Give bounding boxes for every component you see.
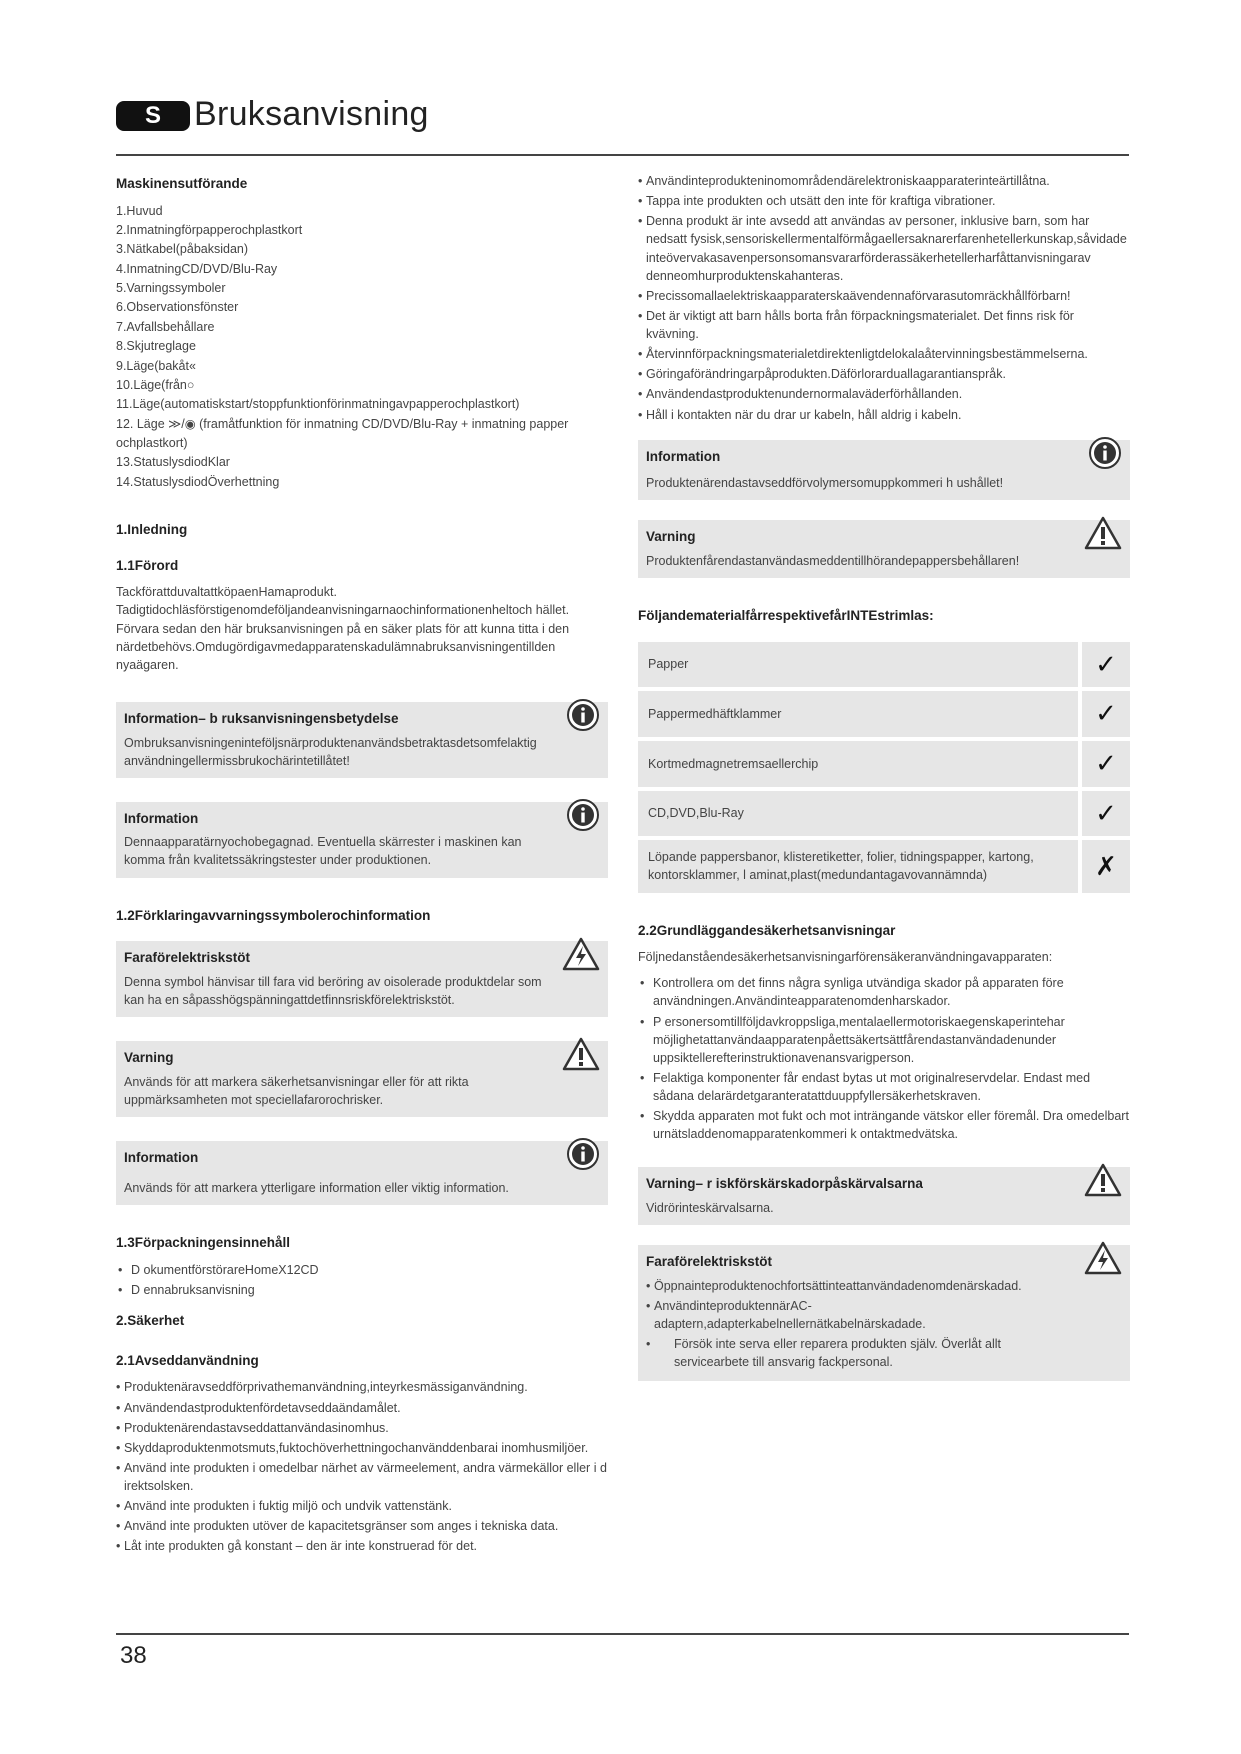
basic-safety-list bbox=[638, 974, 1130, 1143]
list-item: • Använd inte produkten utöver de kapacitetsgränser som anges i tekniska data. bbox=[116, 1517, 608, 1535]
table-row bbox=[638, 741, 1130, 787]
table-row bbox=[638, 691, 1130, 737]
electric-shock-icon bbox=[1084, 1241, 1122, 1275]
list-item: • Använd inte produkten i fuktig miljö och undvik vattenstänk. bbox=[116, 1497, 608, 1515]
paragraph: Tadigtidochläsförstigenomdeföljandeanvisningarnaochinformationenheltoch hället. Förvara sedan den här bruksanvisningen på en säker plats för att kunna titta i den närdetbehövs.Omdugördigavmedapparatenskadulämnabruksanvisningentillden nyaägaren. bbox=[116, 603, 570, 672]
warning-box bbox=[638, 1245, 1130, 1381]
list-item-text: 10.Läge(från bbox=[116, 377, 187, 392]
safety-bullets bbox=[638, 172, 1130, 424]
footer-divider bbox=[116, 1633, 1129, 1635]
section-heading: 1.1Förord bbox=[116, 557, 179, 573]
allowed-check-icon: ✓ bbox=[1078, 791, 1130, 837]
warning-icon bbox=[562, 1037, 600, 1071]
material-label: Löpande pappersbanor, klisteretiketter, folier, tidningspapper, kartong, kontorsklammer, l aminat,plast(medundantagavovannämnda) bbox=[638, 840, 1078, 892]
list-item: • Felaktiga komponenter får endast bytas ut mot originalreservdelar. Endast med sådana delarärdetgaranteratattduuppfyllersäkerhetskraven. bbox=[638, 1069, 1130, 1105]
list-item: • Produktenäravseddförprivathemanvändning,inteyrkesmässiganvändning. bbox=[116, 1378, 608, 1396]
info-box bbox=[116, 1141, 608, 1206]
list-item: 3.Nätkabel(påbaksidan) bbox=[116, 242, 249, 257]
list-item: • Användendastproduktenfördetavseddaändamålet. bbox=[116, 1399, 608, 1417]
list-item-text: 9.Läge(bakåt bbox=[116, 358, 189, 373]
list-item: • Produktenärendastavseddattanvändasinomhus. bbox=[116, 1419, 608, 1437]
section-heading: 1.Inledning bbox=[116, 522, 188, 538]
box-title: Information bbox=[646, 448, 721, 464]
warning-box bbox=[638, 520, 1130, 578]
allowed-check-icon: ✓ bbox=[1078, 691, 1130, 737]
materials-heading: FöljandematerialfårrespektivefårINTEstrimlas: bbox=[638, 608, 934, 623]
list-item: • Göringaförändringarpåprodukten.Däförlorarduallagarantianspråk. bbox=[638, 365, 1130, 383]
list-item: • D okumentförstörareHomeX12CD bbox=[116, 1261, 608, 1279]
info-icon bbox=[566, 698, 600, 732]
list-item: 1.Huvud bbox=[116, 203, 163, 218]
warning-icon bbox=[1084, 516, 1122, 550]
box-text: Denna symbol hänvisar till fara vid beröring av oisolerade produktdelar som kan ha en såpasshögspänningattdetfinnsriskförelektriskstöt. bbox=[124, 974, 542, 1007]
material-label: Papper bbox=[638, 642, 1078, 688]
box-title: Information bbox=[124, 1149, 199, 1165]
list-item: • Håll i kontakten när du drar ur kabeln, håll aldrig i kabeln. bbox=[638, 406, 1130, 424]
box-text: Produktenfårendastanvändasmeddentillhörandepappersbehållaren! bbox=[646, 553, 1020, 568]
list-item: 14.StatuslysdiodÖverhettning bbox=[116, 474, 280, 489]
list-item: • Precissomallaelektriskaapparaterskaävendennaförvarasutomräckhållförbarn! bbox=[638, 287, 1130, 305]
list-item: • Användinteprodukteninomområdendärelektroniskaapparaterinteärtillåtna. bbox=[638, 172, 1130, 190]
box-text: Dennaapparatärnyochobegagnad. Eventuella skärrester i maskinen kan komma från kvalitetssäkringstester under produktionen. bbox=[124, 835, 522, 868]
box-title: Faraförelektriskstöt bbox=[646, 1254, 773, 1270]
list-item: 8.Skjutreglage bbox=[116, 339, 196, 354]
box-title: Information bbox=[124, 810, 199, 826]
list-item: • Tappa inte produkten och utsätt den inte för kraftiga vibrationer. bbox=[638, 192, 1130, 210]
electric-shock-list bbox=[646, 1277, 1076, 1372]
list-item: • Återvinnförpackningsmaterialetdirektenligtdelokalaåtervinningsbestämmelserna. bbox=[638, 345, 1130, 363]
list-item: 5.Varningssymboler bbox=[116, 281, 226, 296]
list-item: • P ersonersomtillföljdavkroppsliga,mentalaellermotoriskaegenskaperintehar möjlighetattanvändaapparatenpåettsäkertsättfårendastanvändadenunder uppsiktellerefterinstruktionavenansvarigperson. bbox=[638, 1013, 1130, 1067]
info-icon bbox=[566, 798, 600, 832]
section-heading: 1.3Förpackningensinnehåll bbox=[116, 1235, 291, 1251]
page-header bbox=[116, 97, 1126, 157]
warning-icon bbox=[1084, 1163, 1122, 1197]
warning-box bbox=[116, 1041, 608, 1117]
box-text: Vidrörinteskärvalsarna. bbox=[646, 1200, 774, 1215]
list-item: 4.InmatningCD/DVD/Blu-Ray bbox=[116, 261, 278, 276]
box-title: Varning bbox=[646, 529, 696, 545]
page-number: 38 bbox=[120, 1642, 147, 1669]
info-icon bbox=[1088, 436, 1122, 470]
table-row bbox=[638, 642, 1130, 688]
allowed-check-icon: ✓ bbox=[1078, 642, 1130, 688]
list-item: • Öppnainteproduktenochfortsättinteattanvändadenomdenärskadad. bbox=[646, 1277, 1076, 1295]
language-badge: S bbox=[116, 101, 190, 131]
header-divider bbox=[116, 154, 1129, 156]
box-text: Används för att markera säkerhetsanvisningar eller för att rikta uppmärksamheten mot speciellafarorochrisker. bbox=[124, 1074, 469, 1107]
left-column bbox=[116, 174, 608, 1558]
backward-mode-icon: « bbox=[188, 358, 196, 373]
package-list bbox=[116, 1261, 608, 1299]
off-mode-icon: ○ bbox=[186, 377, 195, 392]
box-text: Ombruksanvisningeninteföljsnärproduktenanvändsbetraktasdetsomfelaktig användningellermissbrukochärintetillåtet! bbox=[124, 735, 537, 768]
list-item: 13.StatuslysdiodKlar bbox=[116, 455, 230, 470]
list-item: 12. Läge ≫/◉ (framåtfunktion för inmatning CD/DVD/Blu-Ray + inmatning papper ochplastkort) bbox=[116, 416, 569, 451]
box-text: Används för att markera ytterligare information eller viktig information. bbox=[124, 1181, 509, 1196]
allowed-check-icon: ✓ bbox=[1078, 741, 1130, 787]
paragraph: Följnedanståendesäkerhetsanvisningarförensäkeranvändningavapparaten: bbox=[638, 950, 1053, 965]
page-title: Bruksanvisning bbox=[194, 95, 429, 133]
electric-shock-icon bbox=[562, 937, 600, 971]
info-box bbox=[116, 802, 608, 878]
box-title: Varning– r iskförskärskadorpåskärvalsarna bbox=[646, 1176, 923, 1192]
info-box bbox=[638, 440, 1130, 501]
list-item: • Använd inte produkten i omedelbar närhet av värmeelement, andra värmekällor eller i d irektsolsken. bbox=[116, 1459, 608, 1495]
paragraph: TackförattduvaltattköpaenHamaprodukt. bbox=[116, 585, 337, 600]
list-item: • Det är viktigt att barn hålls borta från förpackningsmaterialet. Det finns risk för kvävning. bbox=[638, 307, 1130, 343]
table-row bbox=[638, 840, 1130, 892]
list-item: • Användendastproduktenundernormalaväderförhållanden. bbox=[638, 385, 1130, 403]
list-item bbox=[116, 376, 608, 395]
intended-use-list bbox=[116, 1378, 608, 1555]
info-icon bbox=[566, 1137, 600, 1171]
box-title: Varning bbox=[124, 1049, 174, 1065]
not-allowed-cross-icon: ✗ bbox=[1078, 840, 1130, 892]
list-item: 7.Avfallsbehållare bbox=[116, 319, 215, 334]
list-item: • Kontrollera om det finns några synliga utvändiga skador på apparaten före användningen.Användinteapparatenomdenharskador. bbox=[638, 974, 1130, 1010]
list-item: • Skydda apparaten mot fukt och mot inträngande vätskor eller föremål. Dra omedelbart urnätsladdenomapparatenkommeri k ontaktmedvätska. bbox=[638, 1107, 1130, 1143]
list-item: • Skyddaproduktenmotsmuts,fuktochöverhettningochanvänddenbarai inomhusmiljöer. bbox=[116, 1439, 608, 1457]
list-item: 2.Inmatningförpapperochplastkort bbox=[116, 222, 303, 237]
list-item: • Låt inte produkten gå konstant – den är inte konstruerad för det. bbox=[116, 1537, 608, 1555]
section-heading: 2.2Grundläggandesäkerhetsanvisningar bbox=[638, 922, 896, 938]
list-item: • AnvändinteproduktennärAC-adaptern,adapterkabelnellernätkabelnärskadade. bbox=[646, 1297, 1076, 1333]
section-heading: 1.2Förklaringavvarningssymbolerochinformation bbox=[116, 907, 431, 923]
box-title: Information– b ruksanvisningensbetydelse bbox=[124, 710, 399, 726]
list-item: • D ennabruksanvisning bbox=[116, 1281, 608, 1299]
table-row bbox=[638, 791, 1130, 837]
list-item: 11.Läge(automatiskstart/stoppfunktionförinmatningavpapperochplastkort) bbox=[116, 397, 520, 412]
material-label: CD,DVD,Blu-Ray bbox=[638, 791, 1078, 837]
parts-heading: Maskinensutförande bbox=[116, 176, 248, 191]
list-item: • Försök inte serva eller reparera produkten själv. Överlåt allt servicearbete till ansvarig fackpersonal. bbox=[646, 1335, 1076, 1371]
right-column bbox=[638, 172, 1130, 1381]
materials-table bbox=[638, 638, 1130, 897]
info-box bbox=[116, 702, 608, 778]
section-heading: 2.Säkerhet bbox=[116, 1313, 185, 1329]
list-item: • Denna produkt är inte avsedd att användas av personer, inklusive barn, som har nedsatt fysisk,sensoriskellermentalförmågaellersaknarerfarenhetellerkunskap,såvidade inteövervakasavenpersonsomansvararförderassäkerhetellerharfåttanvisningarav denneomhurproduktenskahanteras. bbox=[638, 212, 1130, 285]
section-heading: 2.1Avseddanvändning bbox=[116, 1352, 259, 1368]
box-text: Produktenärendastavseddförvolymersomuppkommeri h ushållet! bbox=[646, 476, 1004, 491]
warning-box bbox=[116, 941, 608, 1017]
warning-box bbox=[638, 1167, 1130, 1225]
parts-list bbox=[116, 202, 608, 493]
list-item bbox=[116, 357, 608, 376]
list-item: 6.Observationsfönster bbox=[116, 300, 239, 315]
material-label: Pappermedhäftklammer bbox=[638, 691, 1078, 737]
material-label: Kortmedmagnetremsaellerchip bbox=[638, 741, 1078, 787]
box-title: Faraförelektriskstöt bbox=[124, 950, 251, 966]
